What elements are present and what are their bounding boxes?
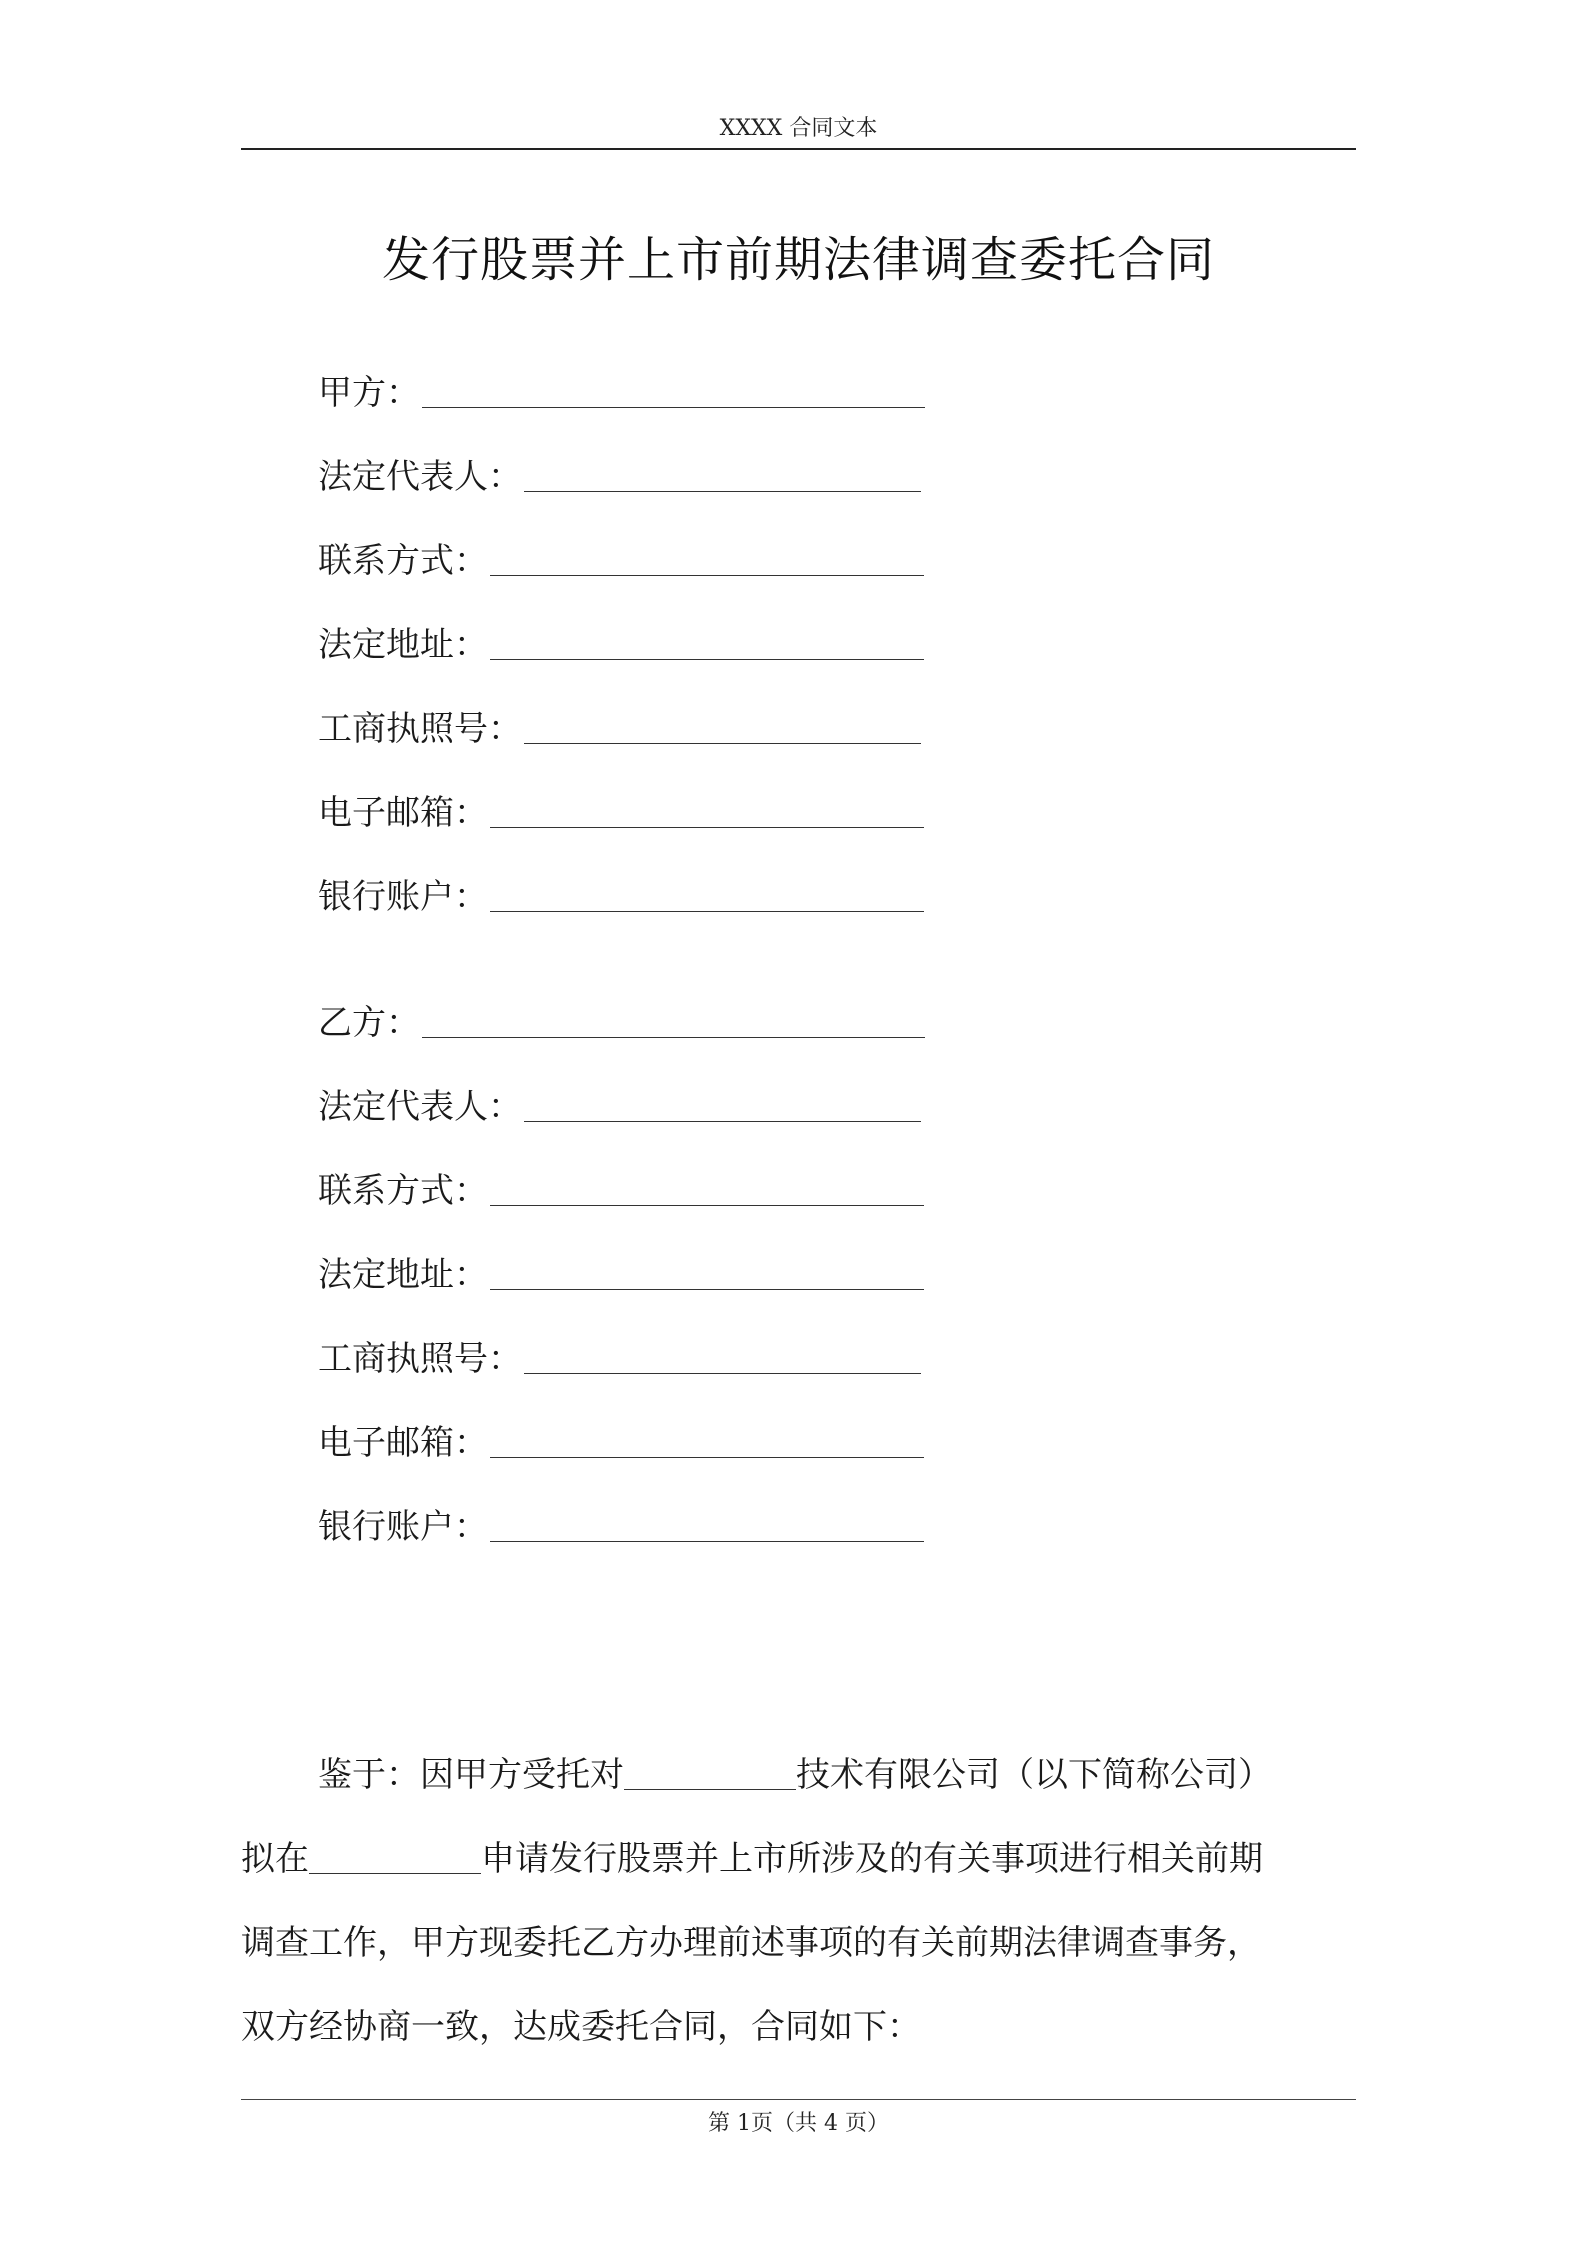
party-b-bank-row bbox=[318, 1502, 924, 1552]
field-label: 电子邮箱： bbox=[318, 793, 488, 833]
party-b-email-blank[interactable] bbox=[490, 1423, 924, 1458]
company-name-blank[interactable] bbox=[624, 1755, 796, 1790]
party-b-license-blank[interactable] bbox=[524, 1339, 921, 1374]
body-text: 申请发行股票并上市所涉及的有关事项进行相关前期 bbox=[481, 1839, 1263, 1879]
party-a-address-blank[interactable] bbox=[490, 625, 924, 660]
location-blank[interactable] bbox=[309, 1839, 481, 1874]
field-label: 银行账户： bbox=[318, 1507, 488, 1547]
page-footer: 第 1页（共 4 页） bbox=[708, 2111, 889, 2136]
field-label: 工商执照号： bbox=[318, 709, 522, 749]
page-header: XXXX 合同文本 bbox=[719, 116, 878, 141]
party-a-name-blank[interactable] bbox=[422, 373, 925, 408]
party-b-address-blank[interactable] bbox=[490, 1255, 924, 1290]
body-text: 拟在 bbox=[241, 1839, 309, 1879]
party-a-contact-row bbox=[318, 536, 924, 586]
party-a-legal-rep-blank[interactable] bbox=[524, 457, 921, 492]
party-a-email-row bbox=[318, 788, 924, 838]
party-b-name-blank[interactable] bbox=[422, 1003, 925, 1038]
body-text: 技术有限公司（以下简称公司） bbox=[796, 1755, 1272, 1795]
header-rule bbox=[241, 148, 1356, 150]
field-label: 乙方： bbox=[318, 1003, 420, 1043]
body-line-1 bbox=[241, 1750, 1356, 1800]
party-a-contact-blank[interactable] bbox=[490, 541, 924, 576]
party-b-contact-blank[interactable] bbox=[490, 1171, 924, 1206]
body-line-4: 双方经协商一致，达成委托合同，合同如下： bbox=[241, 2007, 921, 2047]
party-b-bank-blank[interactable] bbox=[490, 1507, 924, 1542]
field-label: 甲方： bbox=[318, 373, 420, 413]
party-a-bank-blank[interactable] bbox=[490, 877, 924, 912]
document-title: 发行股票并上市前期法律调查委托合同 bbox=[381, 232, 1215, 288]
field-label: 工商执照号： bbox=[318, 1339, 522, 1379]
field-label: 联系方式： bbox=[318, 1171, 488, 1211]
field-label: 法定代表人： bbox=[318, 1087, 522, 1127]
field-label: 法定地址： bbox=[318, 1255, 488, 1295]
body-line-2 bbox=[241, 1834, 1356, 1884]
party-a-email-blank[interactable] bbox=[490, 793, 924, 828]
field-label: 法定地址： bbox=[318, 625, 488, 665]
party-a-license-row bbox=[318, 704, 921, 754]
party-b-name-row bbox=[318, 998, 925, 1048]
party-a-legal-rep-row bbox=[318, 452, 921, 502]
body-text: 鉴于：因甲方受托对 bbox=[318, 1755, 624, 1795]
party-b-contact-row bbox=[318, 1166, 924, 1216]
party-a-name-row bbox=[318, 368, 925, 418]
field-label: 联系方式： bbox=[318, 541, 488, 581]
field-label: 电子邮箱： bbox=[318, 1423, 488, 1463]
party-b-legal-rep-row bbox=[318, 1082, 921, 1132]
party-a-address-row bbox=[318, 620, 924, 670]
party-b-email-row bbox=[318, 1418, 924, 1468]
field-label: 法定代表人： bbox=[318, 457, 522, 497]
party-b-license-row bbox=[318, 1334, 921, 1384]
party-a-license-blank[interactable] bbox=[524, 709, 921, 744]
field-label: 银行账户： bbox=[318, 877, 488, 917]
party-a-bank-row bbox=[318, 872, 924, 922]
footer-rule bbox=[241, 2099, 1356, 2100]
party-b-legal-rep-blank[interactable] bbox=[524, 1087, 921, 1122]
party-b-address-row bbox=[318, 1250, 924, 1300]
body-line-3: 调查工作，甲方现委托乙方办理前述事项的有关前期法律调查事务， bbox=[241, 1923, 1261, 1963]
